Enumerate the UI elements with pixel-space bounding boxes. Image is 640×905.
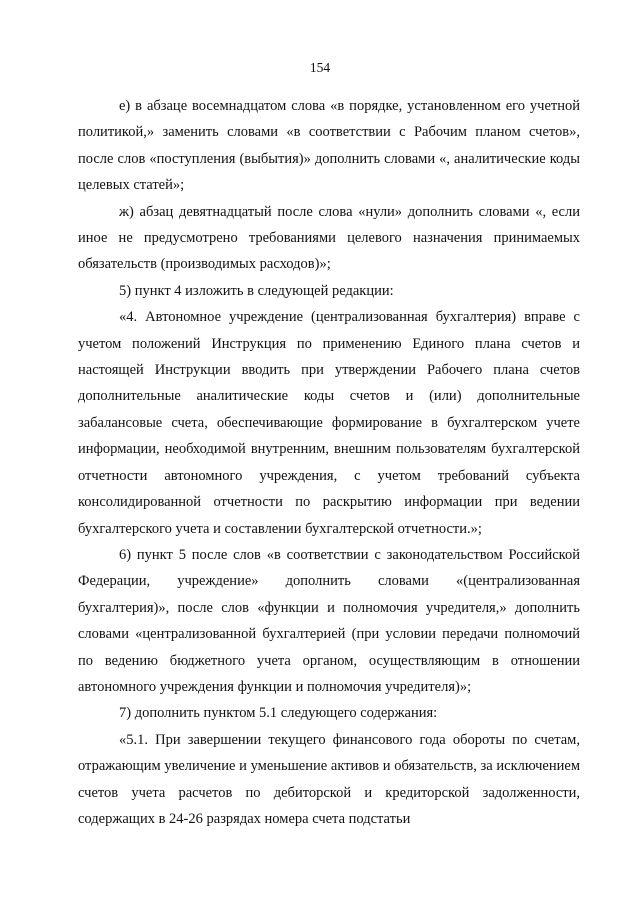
paragraph-item-6: 6) пункт 5 после слов «в соответствии с законодательством Российской Федерации, учреждение» дополнить словами «(централизованная бухгалтерия)», после слов «функции и полномочия учредителя,» дополнить словами «централизованной бухгалтерией (при условии передачи полномочий по ведению бюджетного учета органом, осуществляющим в отношении автономного учреждения функции и полномочия учредителя)»; [78,546,580,695]
paragraph-zh: ж) абзац девятнадцатый после слова «нули» дополнить словами «, если иное не предусмотрено требованиями целевого назначения принимаемых обязательств (производимых расходов)»; [78,203,580,273]
paragraph-clause-4: «4. Автономное учреждение (централизованная бухгалтерия) вправе с учетом положений Инструкция по применению Единого плана счетов и настоящей Инструкции вводить при утверждении Рабочего плана счетов дополнительные аналитические коды счетов и (или) дополнительные забалансовые счета, обеспечивающие формирование в бухгалтерском учете информации, необходимой внутренним, внешним пользователям бухгалтерской отчетности автономного учреждения, с учетом требований субъекта консолидированной отчетности по раскрытию информации при ведении бухгалтерского учета и составлении бухгалтерской отчетности.»; [78,309,580,537]
paragraph-clause-5-1: «5.1. При завершении текущего финансового года обороты по счетам, отражающим увеличение и уменьшение активов и обязательств, за исключением счетов учета расчетов по дебиторской и кредиторской задолженности, содержащих в 24-26 разрядах номера счета подстатьи [78,731,580,827]
document-body [78,93,580,832]
paragraph-item-5: 5) пункт 4 изложить в следующей редакции: [119,282,394,299]
paragraph-e: е) в абзаце восемнадцатом слова «в порядке, установленном его учетной политикой,» заменить словами «в соответствии с Рабочим планом счетов», после слов «поступления (выбытия)» дополнить словами «, аналитические коды целевых статей»; [78,98,580,194]
paragraph-item-7: 7) дополнить пунктом 5.1 следующего содержания: [119,705,438,722]
page-number: 154 [309,60,331,75]
